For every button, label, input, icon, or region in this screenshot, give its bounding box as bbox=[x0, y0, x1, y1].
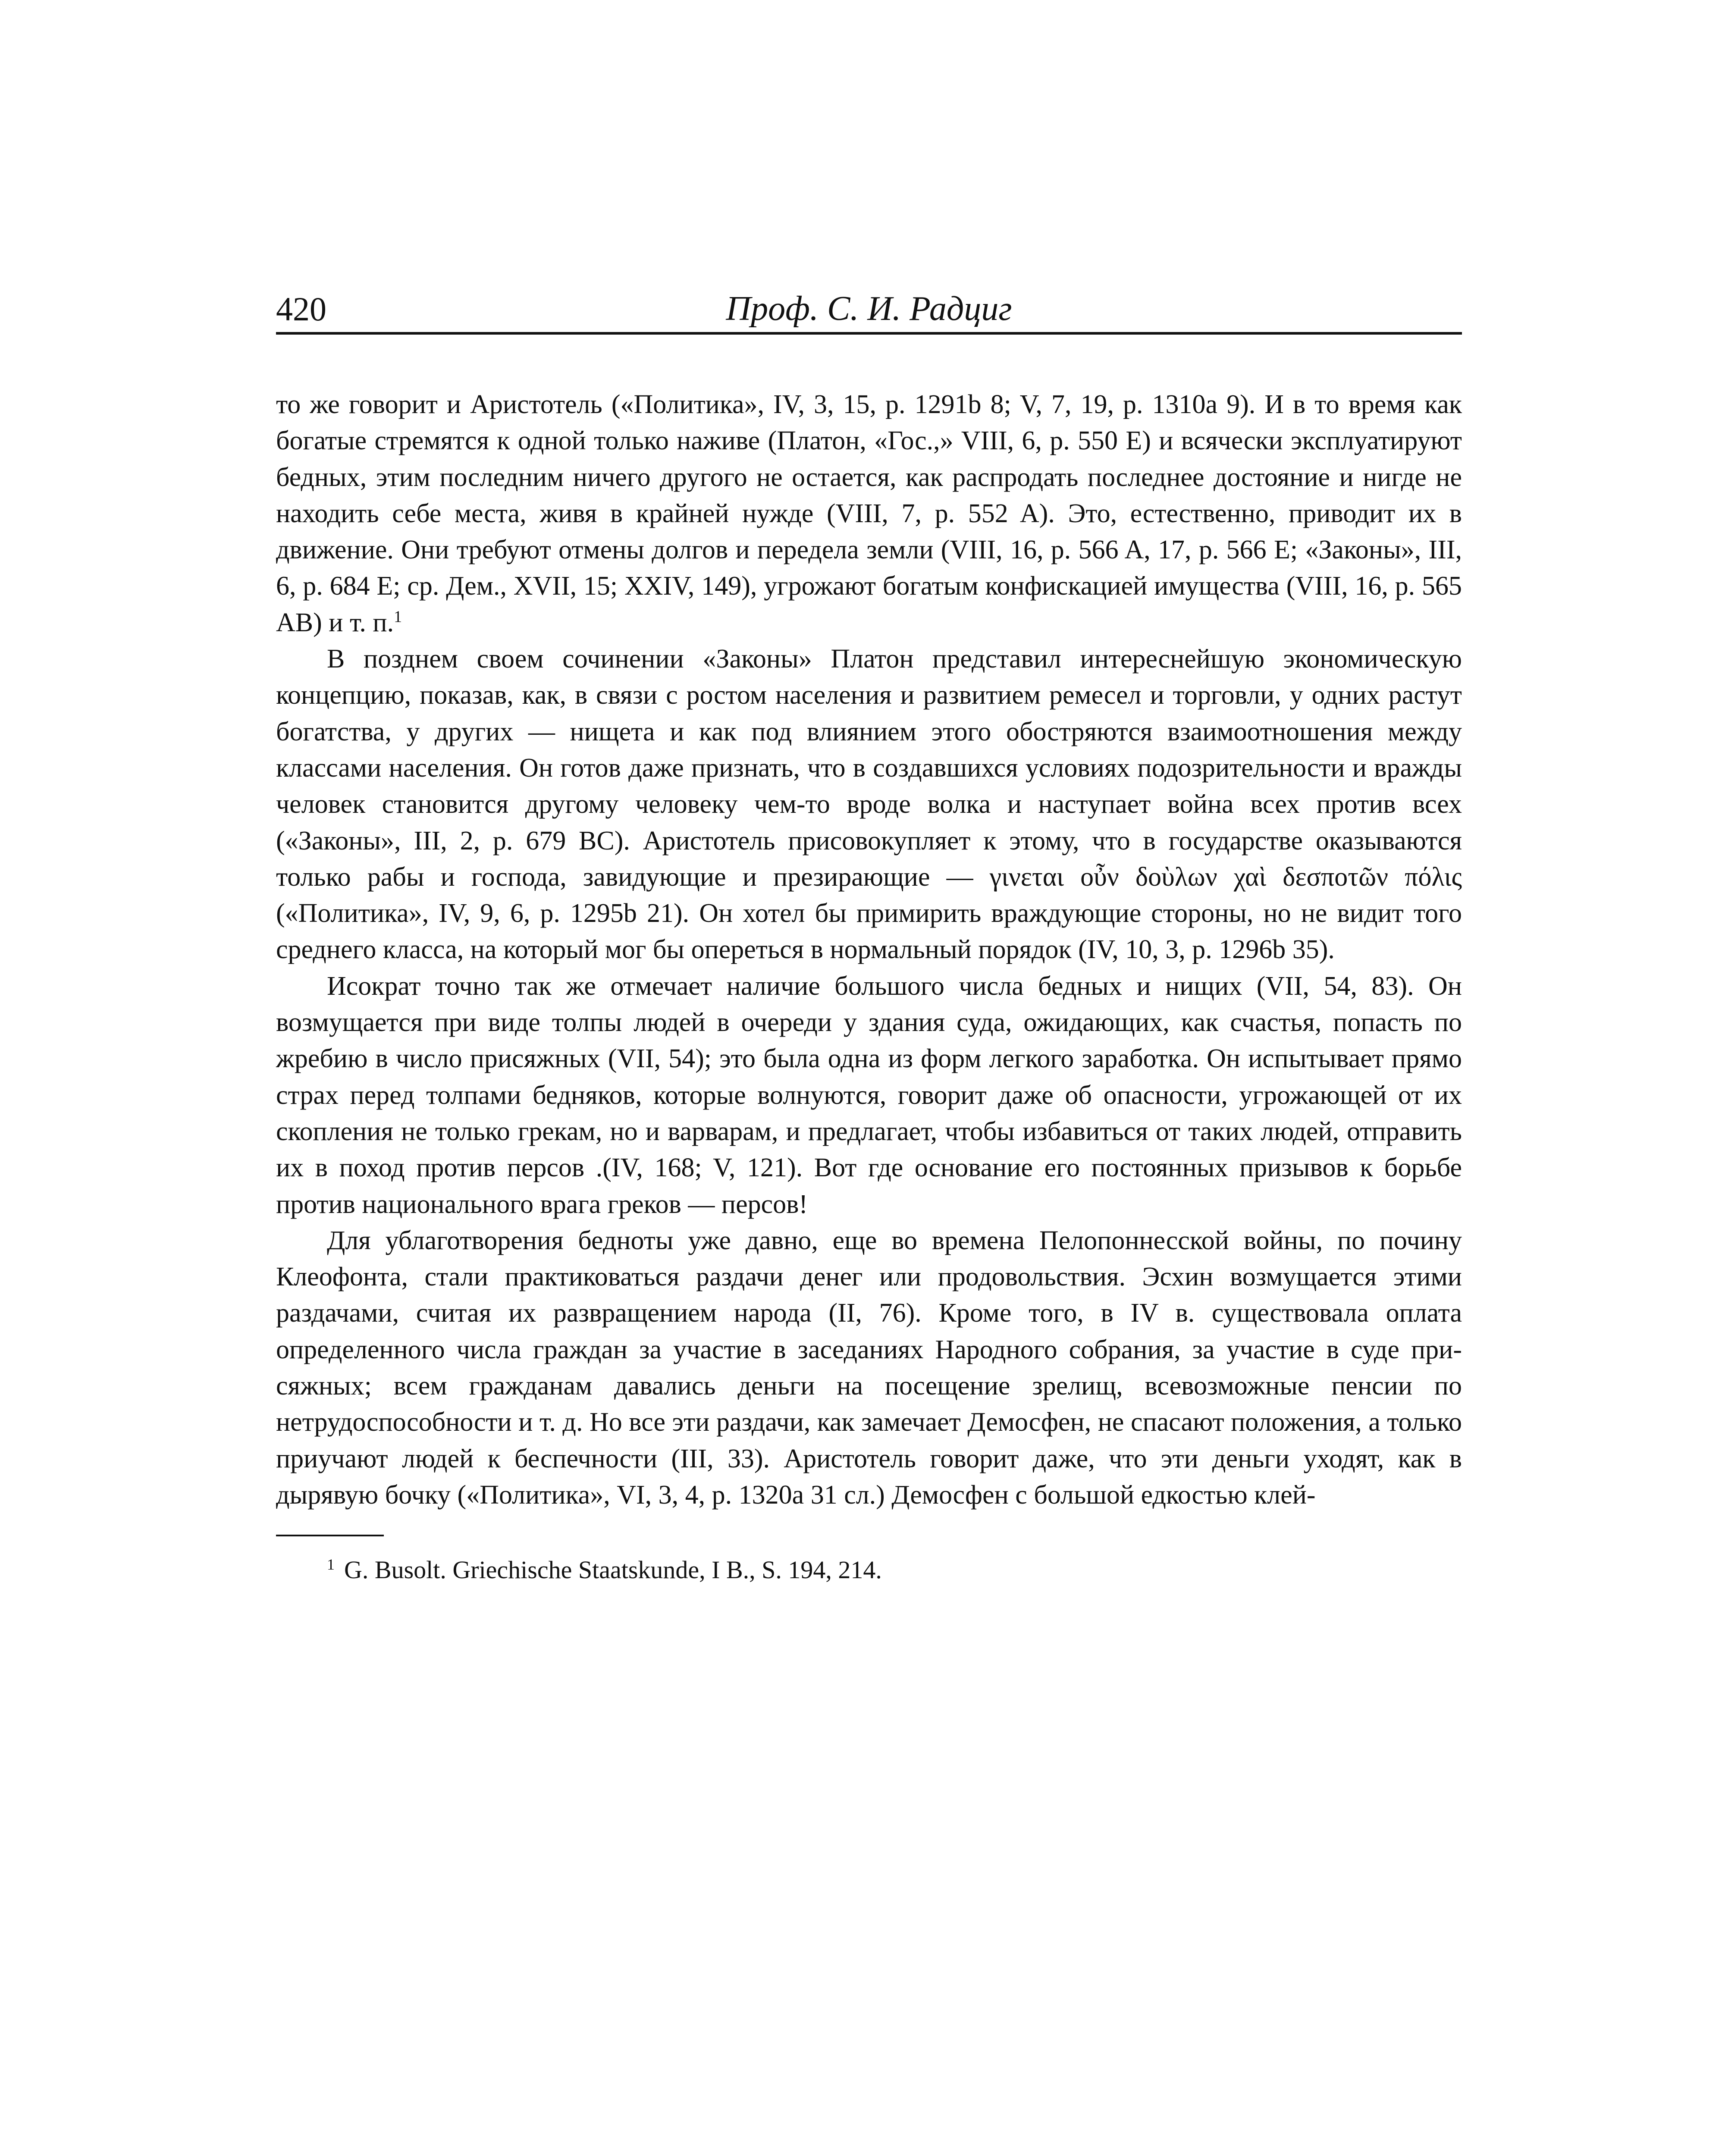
paragraph: В позднем своем сочинении «Законы» Платон представил интереснейшую экономическую концепцию, показав, как, в связи с ростом населения и развитием ремесел и торговли, у одних растут богатства, у других — нищета и как под влиянием этого обостряются взаимоотношения между классами населения. Он готов даже признать, что в создавшихся условиях подозрительности и вражды человек становится другому человеку чем-то вроде волка и наступает война всех против всех («Законы», III, 2, p. 679 BC). Аристотель присовокупляет к этому, что в государстве оказываются только рабы и господа, завидующие и презирающие — γινεται οὖν δοὺλων χαὶ δεσποτῶν πόλις («Политика», IV, 9, 6, p. 1295b 21). Он хотел бы примирить враждующие стороны, но не видит того среднего класса, на который мог бы опереться в нормальный порядок (IV, 10, 3, p. 1296b 35). bbox=[276, 644, 1462, 965]
footnote bbox=[276, 1554, 1462, 1586]
paragraph: Для ублаготворения бедноты уже давно, еще во времена Пелопоннесской войны, по почину Клеофонта, стали практиковаться раздачи денег или продовольствия. Эсхин возмущается этими раздачами, считая их развращением народа (II, 76). Кроме того, в IV в. существовала оплата определенного числа граждан за участие в заседаниях Народного собрания, за участие в суде присяжных; всем гражданам давались деньги на посещение зрелищ, всевозможные пенсии по нетрудоспособности и т. д. Но все эти раздачи, как замечает Демосфен, не спасают положения, а только приучают людей к беспечности (III, 33). Аристотель говорит даже, что эти деньги уходят, как в дырявую бочку («Политика», VI, 3, 4, p. 1320a 31 сл.) Демосфен с большой едкостью клей- bbox=[276, 1225, 1462, 1510]
page-number: 420 bbox=[276, 290, 326, 328]
footnote-divider bbox=[276, 1535, 384, 1536]
paragraph bbox=[276, 386, 1462, 641]
running-title: Проф. С. И. Радциг bbox=[726, 290, 1012, 328]
running-head bbox=[276, 285, 1462, 335]
paragraph: Исократ точно так же отмечает наличие большого числа бедных и нищих (VII, 54, 83). Он возмущается при виде толпы людей в очереди у здания суда, ожидающих, как счастья, попасть по жребию в число присяжных (VII, 54); это была одна из форм легкого заработка. Он испытывает прямо страх перед толпами бедняков, которые волнуются, говорит даже об опасности, угрожающей от их скопления не только грекам, но и варварам, и предлагает, чтобы избавиться от таких людей, отправить их в поход против персов .(IV, 168; V, 121). Вот где основание его постоянных призывов к борьбе против национального врага греков — персов! bbox=[276, 971, 1462, 1219]
footnote-text: G. Busolt. Griechische Staatskunde, I B., S. 194, 214. bbox=[344, 1556, 882, 1584]
paragraph-text: то же говорит и Аристотель («Политика», IV, 3, 15, p. 1291b 8; V, 7, 19, p. 1310a 9). И в то время как богатые стремятся к одной только наживе (Платон, «Гос.,» VIII, 6, p. 550 E) и всячески эксплуатируют бедных, этим последним ничего другого не остается, как распродать последнее достояние и нигде не находить себе места, живя в крайней нужде (VIII, 7, p. 552 A). Это, естественно, приводит их в движение. Они требуют отмены долгов и передела земли (VIII, 16, p. 566 A, 17, p. 566 E; «Законы», III, 6, p. 684 E; ср. Дем., XVII, 15; XXIV, 149), угрожают богатым конфискацией имущества (VIII, 16, p. 565 AB) и т. п. bbox=[276, 390, 1462, 637]
footnote-number: 1 bbox=[327, 1555, 335, 1573]
body-text bbox=[276, 386, 1462, 1513]
footnote-reference[interactable]: 1 bbox=[394, 608, 402, 626]
document-page bbox=[276, 285, 1462, 1586]
